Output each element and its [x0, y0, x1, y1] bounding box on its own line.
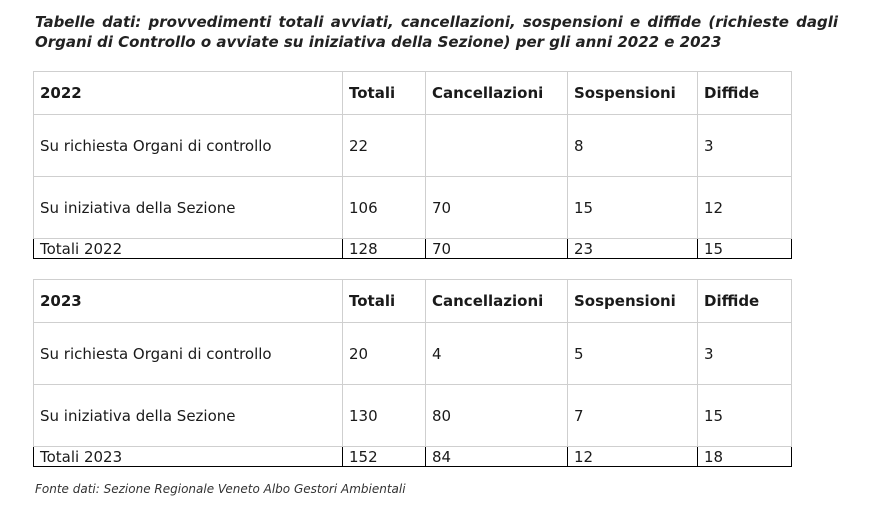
- cell-totali: 22: [343, 115, 426, 177]
- cell-diffide: 15: [698, 385, 792, 447]
- table-2022: [33, 71, 792, 259]
- table-header-row: [34, 280, 792, 323]
- header-totali: Totali: [343, 280, 426, 323]
- table-header-row: [34, 72, 792, 115]
- total-totali: 152: [343, 447, 426, 467]
- cell-sospensioni: 15: [568, 177, 698, 239]
- table-row: [34, 177, 792, 239]
- table-row: [34, 115, 792, 177]
- cell-cancellazioni: 4: [426, 323, 568, 385]
- header-cancellazioni: Cancellazioni: [426, 280, 568, 323]
- header-year: 2023: [34, 280, 343, 323]
- cell-cancellazioni: [426, 115, 568, 177]
- cell-diffide: 12: [698, 177, 792, 239]
- table-total-row: [34, 447, 792, 467]
- header-totali: Totali: [343, 72, 426, 115]
- row-label: Su richiesta Organi di controllo: [34, 323, 343, 385]
- total-label: Totali 2023: [34, 447, 343, 467]
- header-sospensioni: Sospensioni: [568, 280, 698, 323]
- total-cancellazioni: 70: [426, 239, 568, 259]
- total-sospensioni: 12: [568, 447, 698, 467]
- total-diffide: 15: [698, 239, 792, 259]
- source-note: Fonte dati: Sezione Regionale Veneto Albo Gestori Ambientali: [35, 482, 406, 496]
- cell-sospensioni: 5: [568, 323, 698, 385]
- header-year: 2022: [34, 72, 343, 115]
- header-cancellazioni: Cancellazioni: [426, 72, 568, 115]
- header-sospensioni: Sospensioni: [568, 72, 698, 115]
- table-caption: Tabelle dati: provvedimenti totali avviati, cancellazioni, sospensioni e diffide (richieste dagli Organi di Controllo o avviate su iniziativa della Sezione) per gli anni 2022 e 2023: [35, 13, 838, 51]
- header-diffide: Diffide: [698, 72, 792, 115]
- cell-totali: 20: [343, 323, 426, 385]
- total-totali: 128: [343, 239, 426, 259]
- cell-totali: 106: [343, 177, 426, 239]
- table-row: [34, 385, 792, 447]
- cell-cancellazioni: 70: [426, 177, 568, 239]
- row-label: Su richiesta Organi di controllo: [34, 115, 343, 177]
- cell-diffide: 3: [698, 323, 792, 385]
- cell-sospensioni: 7: [568, 385, 698, 447]
- cell-sospensioni: 8: [568, 115, 698, 177]
- total-cancellazioni: 84: [426, 447, 568, 467]
- row-label: Su iniziativa della Sezione: [34, 385, 343, 447]
- table-row: [34, 323, 792, 385]
- row-label: Su iniziativa della Sezione: [34, 177, 343, 239]
- cell-diffide: 3: [698, 115, 792, 177]
- total-sospensioni: 23: [568, 239, 698, 259]
- cell-totali: 130: [343, 385, 426, 447]
- cell-cancellazioni: 80: [426, 385, 568, 447]
- total-diffide: 18: [698, 447, 792, 467]
- table-2023: [33, 279, 792, 467]
- table-total-row: [34, 239, 792, 259]
- total-label: Totali 2022: [34, 239, 343, 259]
- header-diffide: Diffide: [698, 280, 792, 323]
